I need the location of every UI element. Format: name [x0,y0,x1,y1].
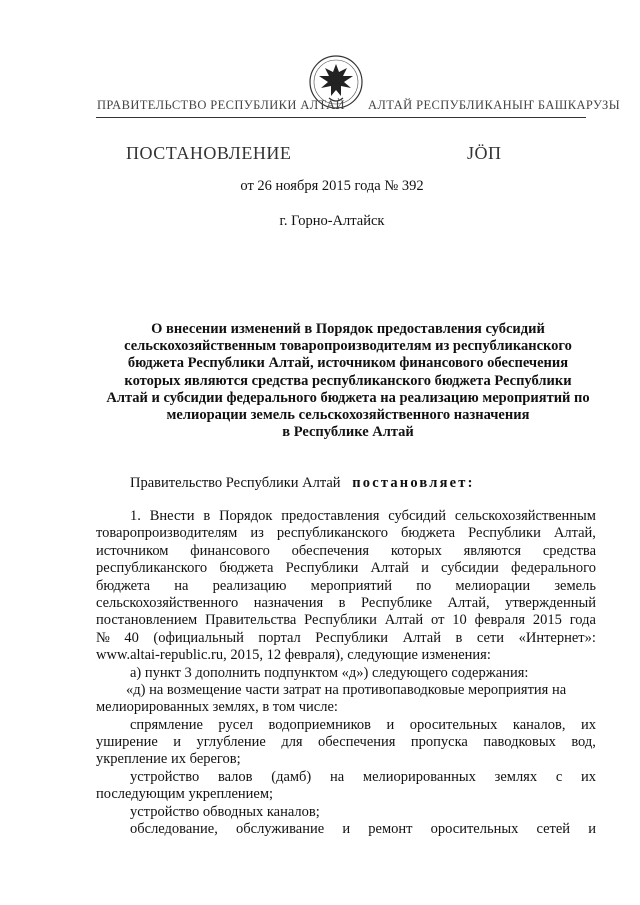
title-line: Алтай и субсидии федерального бюджета на реализацию мероприятий по [106,389,590,406]
body-line: www.altai-republic.ru, 2015, 12 февраля), следующие изменения: [96,647,491,664]
body-word: Республики [304,612,377,629]
body-line [96,595,596,612]
body-word: Республики [285,560,359,577]
document-body [96,508,596,838]
body-word: в [338,594,346,611]
body-line [96,560,596,577]
body-word: в [455,629,463,646]
date-text: от 26 ноября 2015 года № 392 [240,178,424,194]
body-word: финансового [190,542,270,559]
body-word: их [580,716,596,733]
body-word: оросительных [409,716,498,733]
city-text: г. Горно-Алтайск [279,213,385,229]
body-word: 10 [452,612,467,629]
body-line [96,525,596,542]
body-word: Правительства [205,612,297,629]
preamble [130,475,475,492]
body-line: устройство обводных каналов; [130,803,320,820]
title-line: О внесении изменений в Порядок предоставления субсидий [151,321,545,337]
doc-type-altai: JÖП [467,143,502,163]
title-line: в Республике Алтай [282,424,414,441]
body-word: паводковых [483,734,556,751]
body-line [96,543,596,560]
body-word: февраля [474,612,526,629]
body-word: субсидии [441,560,499,577]
body-word: валов [217,768,253,785]
body-line [96,578,596,595]
body-word: с [555,768,563,785]
body-word: (официальный [153,629,244,646]
body-word: реализацию [212,577,287,594]
body-word: обеспечения [291,542,370,559]
body-word: мелиорации [455,577,531,594]
body-word: республиканского [276,525,389,542]
body-word: являются [463,542,522,559]
title-line: сельскохозяйственным товаропроизводителям из республиканского [124,338,572,355]
org-name-russian: ПРАВИТЕЛЬСТВО РЕСПУБЛИКИ АЛТАЙ [97,98,345,112]
body-word: и [421,560,429,577]
body-word: портал [258,629,301,646]
body-word: сетей [536,821,571,838]
body-word: их [580,768,596,785]
body-line: «д) на возмещение части затрат на противопаводковые мероприятия на [126,681,567,698]
body-line [96,769,596,786]
body-word: постановлением [96,612,198,629]
body-word: и [173,734,182,751]
document-title [96,321,600,441]
body-line [96,508,596,525]
body-word: которых [390,542,442,559]
body-word: товаропроизводителям [96,525,238,542]
body-word: устройство [130,768,200,785]
org-name-altai: АЛТАЙ РЕСПУБЛИКАНЫҤ БАШКАРУЗЫ [368,98,621,112]
body-word: мелиорированных [362,768,476,785]
body-word: № [96,629,110,646]
body-word: бюджета [401,525,456,542]
title-line: бюджета Республики Алтай, источником финансового обеспечения [127,355,569,372]
body-line [96,821,596,838]
body-word: республиканского [96,560,208,577]
body-word: источником [96,542,169,559]
body-word: и [588,821,596,838]
body-word: спрямление [130,716,203,733]
body-word: Республики [315,629,389,646]
body-word: обследование, [130,821,218,838]
body-word: утвержденный [505,594,596,611]
title-line: мелиорации земель сельскохозяйственного назначения [166,407,530,424]
body-word: водоприемников [268,716,371,733]
body-word: русел [218,716,253,733]
body-word: на [329,768,345,785]
body-word: и [342,821,351,838]
body-line [96,612,596,629]
body-word: обеспечения [318,734,396,751]
body-word: Алтай [370,560,409,577]
body-word: (дамб) [271,768,312,785]
body-word: ремонт [368,821,413,838]
body-word: от [431,612,445,629]
body-word: Республике [361,594,433,611]
body-word: федерального [511,560,596,577]
body-word: 40 [124,629,139,646]
body-word: бюджета [219,560,274,577]
preamble-text: Правительство Республики Алтай [130,475,341,491]
body-word: из [250,525,264,542]
body-word: обслуживание [236,821,325,838]
body-word: и [386,716,395,733]
body-word: Порядок [219,508,273,524]
body-word: Республики [468,525,541,542]
body-line: последующим укреплением; [96,786,274,803]
document-city [0,213,640,230]
body-word: уширение [96,734,158,751]
body-line [96,717,596,734]
body-word: углубление [196,734,266,751]
preamble-action: постановляет: [352,475,475,491]
header-divider [96,117,586,118]
body-word: средства [542,542,596,559]
document-date-number [0,178,640,195]
body-word: пропуска [410,734,468,751]
body-word: земель [554,577,596,594]
body-word: оросительных [430,821,519,838]
body-word: года [569,612,596,629]
body-word: по [416,577,432,594]
body-word: назначения [253,594,324,611]
body-word: вод, [571,734,596,751]
body-word: Алтай [384,612,424,629]
doc-type-russian: ПОСТАНОВЛЕНИЕ [126,143,292,163]
body-word: на [174,577,189,594]
body-word: Алтай, [447,594,490,611]
body-word: 2015 [532,612,562,629]
body-word: 1. [130,508,141,524]
body-line [96,734,596,751]
body-word: предоставления [281,508,380,524]
body-line: а) пункт 3 дополнить подпунктом «д») следующего содержания: [130,664,529,681]
body-word: «Интернет»: [518,629,596,646]
body-word: каналов, [512,716,566,733]
body-word: мероприятий [310,577,393,594]
body-word: Алтай, [553,525,596,542]
body-word: бюджета [96,577,151,594]
body-word: сельскохозяйственным [454,508,596,524]
body-word: сети [476,629,505,646]
body-line: укрепление их берегов; [96,751,241,768]
body-word: для [281,734,303,751]
body-word: сельскохозяйственного [96,594,239,611]
body-word: Алтай [402,629,441,646]
body-word: субсидий [388,508,447,524]
body-line [96,630,596,647]
title-line: которых являются средства республиканского бюджета Республики [124,372,572,389]
body-word: в [203,508,211,524]
body-line: мелиорированных землях, в том числе: [96,699,338,716]
body-word: землях [494,768,538,785]
body-word: Внести [149,508,195,524]
